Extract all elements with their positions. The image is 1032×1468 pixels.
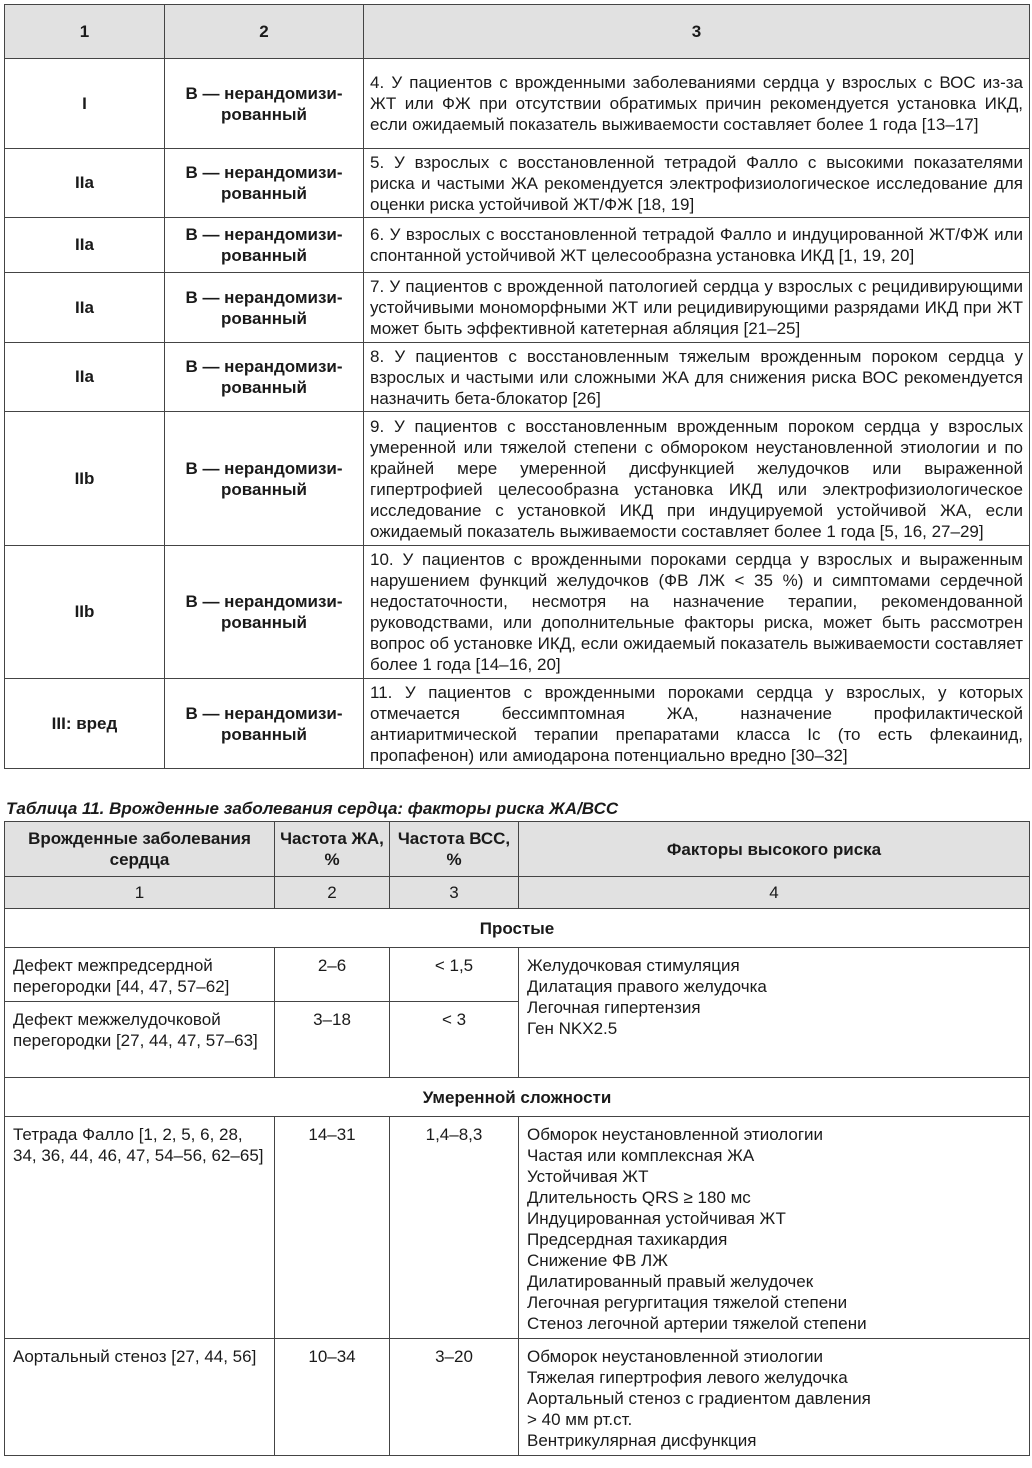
section-row (5, 1078, 1030, 1117)
recommendation-text: 9. У пациентов с восстановленным врожденным пороком сердца у взрослых умеренной или тяжелой степени с обмороком неустановленной этиологии и по крайней мере умеренной дисфункцией желудочков или выраженной гипертрофией целесообразна установка ИКД или электрофизиологическое исследование с установкой ИКД при индуцируемой устойчивой ЖА, если ожидаемый показатель выживаемости составляет более 1 года [5, 16, 27–29] (364, 412, 1030, 546)
section-title: Умеренной сложности (5, 1078, 1030, 1117)
risk-factor: Дилатация правого желудочка (527, 977, 767, 996)
col-header-disease: Врожденные заболевания сердца (5, 822, 275, 877)
risk-factors-list (519, 1339, 1030, 1456)
table-row (5, 948, 1030, 1002)
risk-factor: Легочная гипертензия (527, 998, 701, 1017)
risk-factor: Индуцированная устойчивая ЖТ (527, 1209, 786, 1228)
table-row (5, 1339, 1030, 1456)
disease-name: Аортальный стеноз [27, 44, 56] (5, 1339, 275, 1456)
level-cell: B — нерандомизи- рованный (165, 59, 364, 149)
va-frequency: 10–34 (275, 1339, 390, 1456)
level-cell: B — нерандомизи- рованный (165, 412, 364, 546)
disease-name: Дефект межжелудочковой перегородки [27, 44, 47, 57–63] (5, 1002, 275, 1078)
scd-frequency: 1,4–8,3 (390, 1117, 519, 1339)
col-number: 4 (519, 877, 1030, 909)
col-header: 3 (364, 5, 1030, 59)
risk-factor: Ген NKX2.5 (527, 1019, 618, 1038)
risk-factors-table (4, 821, 1030, 1456)
risk-factors-list (519, 948, 1030, 1078)
recommendation-text: 11. У пациентов с врожденными пороками сердца у взрослых, у которых отмечается бессимптомная ЖА, назначение профилактической антиаритмической терапии препаратами класса Ic (то есть флекаинид, пропафенон) или амиодарона потенциально вредно [30–32] (364, 679, 1030, 769)
table-row (5, 412, 1030, 546)
risk-factor: Тяжелая гипертрофия левого желудочка (527, 1368, 848, 1387)
scd-frequency: 3–20 (390, 1339, 519, 1456)
level-cell: B — нерандомизи- рованный (165, 273, 364, 343)
class-cell: IIa (5, 273, 165, 343)
class-cell: IIa (5, 343, 165, 412)
level-cell: B — нерандомизи- рованный (165, 343, 364, 412)
risk-factor: Желудочковая стимуляция (527, 956, 740, 975)
col-header-va: Частота ЖА, % (275, 822, 390, 877)
recommendation-text: 7. У пациентов с врожденной патологией сердца у взрослых с рецидивирующими устойчивыми мономорфными ЖТ или рецидивирующими разрядами ИКД при ЖТ может быть эффективной катетерная абляция [21–25] (364, 273, 1030, 343)
risk-factor: Устойчивая ЖТ (527, 1167, 649, 1186)
col-header-scd: Частота ВСС, % (390, 822, 519, 877)
class-cell: IIa (5, 218, 165, 273)
risk-factors-list (519, 1117, 1030, 1339)
disease-name: Дефект межпредсердной перегородки [44, 47, 57–62] (5, 948, 275, 1002)
recommendations-table (4, 4, 1030, 769)
recommendation-text: 8. У пациентов с восстановленным тяжелым врожденным пороком сердца у взрослых и частыми или сложными ЖА для снижения риска ВОС рекомендуется назначить бета-блокатор [26] (364, 343, 1030, 412)
table-caption: Таблица 11. Врожденные заболевания сердца: факторы риска ЖА/ВСС (6, 799, 619, 818)
table-row (5, 546, 1030, 679)
risk-factor: Дилатированный правый желудочек (527, 1272, 814, 1291)
risk-factor: Легочная регургитация тяжелой степени (527, 1293, 848, 1312)
risk-factor: Обморок неустановленной этиологии (527, 1347, 824, 1366)
risk-factor: Аортальный стеноз с градиентом давления (527, 1389, 871, 1408)
disease-name: Тетрада Фалло [1, 2, 5, 6, 28, 34, 36, 44, 46, 47, 54–56, 62–65] (5, 1117, 275, 1339)
va-frequency: 3–18 (275, 1002, 390, 1078)
col-number: 3 (390, 877, 519, 909)
table-row (5, 343, 1030, 412)
scd-frequency: < 3 (390, 1002, 519, 1078)
level-cell: B — нерандомизи- рованный (165, 149, 364, 218)
class-cell: I (5, 59, 165, 149)
col-number: 2 (275, 877, 390, 909)
table-row (5, 679, 1030, 769)
col-header: 2 (165, 5, 364, 59)
level-cell: B — нерандомизи- рованный (165, 679, 364, 769)
table-row (5, 273, 1030, 343)
col-number: 1 (5, 877, 275, 909)
recommendation-text: 5. У взрослых с восстановленной тетрадой Фалло с высокими показателями риска и частыми ЖА рекомендуется электрофизиологическое исследование для оценки риска устойчивой ЖТ/ФЖ [18, 19] (364, 149, 1030, 218)
class-cell: III: вред (5, 679, 165, 769)
risk-factor: Снижение ФВ ЛЖ (527, 1251, 668, 1270)
col-header-risk: Факторы высокого риска (519, 822, 1030, 877)
level-cell: B — нерандомизи- рованный (165, 218, 364, 273)
table-row (5, 149, 1030, 218)
recommendation-text: 4. У пациентов с врожденными заболеваниями сердца у взрослых с ВОС из-за ЖТ или ФЖ при отсутствии обратимых причин рекомендуется установка ИКД, если ожидаемый показатель выживаемости составляет более 1 года [13–17] (364, 59, 1030, 149)
risk-factor: > 40 мм рт.ст. (527, 1410, 633, 1429)
risk-factor: Частая или комплексная ЖА (527, 1146, 755, 1165)
va-frequency: 2–6 (275, 948, 390, 1002)
section-title: Простые (5, 909, 1030, 948)
class-cell: IIb (5, 546, 165, 679)
risk-factor: Предсердная тахикардия (527, 1230, 728, 1249)
risk-factor: Обморок неустановленной этиологии (527, 1125, 824, 1144)
table-row (5, 218, 1030, 273)
scd-frequency: < 1,5 (390, 948, 519, 1002)
table-row (5, 1117, 1030, 1339)
class-cell: IIa (5, 149, 165, 218)
risk-factor: Стеноз легочной артерии тяжелой степени (527, 1314, 867, 1333)
col-header: 1 (5, 5, 165, 59)
section-row (5, 909, 1030, 948)
recommendation-text: 10. У пациентов с врожденными пороками сердца у взрослых и выраженным нарушением функций желудочков (ФВ ЛЖ < 35 %) и симптомами сердечной недостаточности, несмотря на назначение терапии, рекомендованной руководствами, или дополнительные факторы риска, может быть рассмотрен вопрос об установке ИКД, если ожидаемый показатель выживаемости составляет более 1 года [14–16, 20] (364, 546, 1030, 679)
class-cell: IIb (5, 412, 165, 546)
table-row (5, 59, 1030, 149)
recommendation-text: 6. У взрослых с восстановленной тетрадой Фалло и индуцированной ЖТ/ФЖ или спонтанной устойчивой ЖТ целесообразна установка ИКД [1, 19, 20] (364, 218, 1030, 273)
va-frequency: 14–31 (275, 1117, 390, 1339)
level-cell: B — нерандомизи- рованный (165, 546, 364, 679)
risk-factor: Вентрикулярная дисфункция (527, 1431, 757, 1450)
risk-factor: Длительность QRS ≥ 180 мс (527, 1188, 751, 1207)
